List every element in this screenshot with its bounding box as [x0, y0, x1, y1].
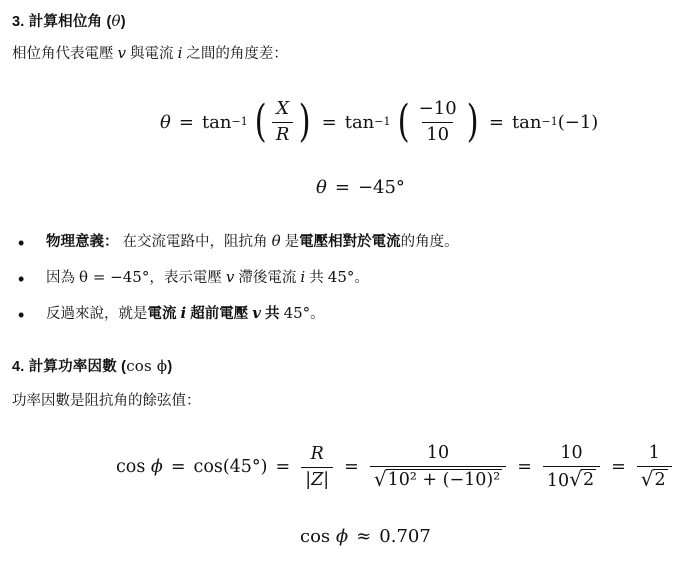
theta-symbol: θ [160, 111, 171, 133]
radicand: 2 [582, 469, 595, 490]
bullet-text-part: 滯後電流 [234, 270, 301, 286]
phase-angle-equation: θ = tan −1 ( $\frac{X}{R}$ ) = tan −1 ( $\frac{-10}{10}$ ) = tan −1 (−1) [160, 96, 599, 147]
sqrt-expression [373, 466, 502, 491]
intro-text: 相位角代表電壓 [12, 46, 118, 62]
bullet-bold: 共 [261, 306, 284, 322]
heading-text: 3. 計算相位角 ( [12, 14, 112, 30]
bullet-text-part: 是 [280, 234, 300, 250]
r-over-z-fraction [301, 444, 333, 489]
radicand: 10² + (−10)² [387, 469, 501, 490]
bullet-text-part: ，表示電壓 [149, 270, 226, 286]
tan-function: tan [511, 111, 542, 133]
theta-result-equation [316, 177, 405, 198]
equals-sign: = [275, 457, 291, 477]
bullet-text [46, 266, 369, 287]
equals-sign: = [178, 111, 194, 133]
numerator: R [310, 444, 324, 465]
sqrt-icon: √ [569, 466, 582, 491]
degree-value: 45° [283, 304, 311, 322]
i-symbol: i [177, 44, 183, 62]
cos-phi-symbol: cos ϕ [126, 357, 168, 375]
bullet-dot-icon: • [18, 269, 25, 289]
simplified-fraction [543, 443, 600, 490]
sqrt-icon: √ [640, 466, 654, 491]
bullet-text-part: 共 [305, 270, 328, 286]
bullet-text-part: 。 [310, 306, 325, 322]
coefficient: 10 [546, 470, 570, 491]
cos-45-expression: cos(45°) [193, 457, 268, 477]
equals-sign: = [344, 457, 359, 477]
i-symbol: i [300, 268, 306, 286]
denominator: R [272, 122, 294, 146]
numerator: 10 [426, 443, 450, 464]
phi-symbol: ϕ [335, 526, 349, 547]
right-paren: ) [299, 96, 312, 147]
cos-function: cos [116, 457, 146, 477]
bullet-bold: 電壓相對於電流 [299, 234, 401, 250]
bullet-text-part: 反過來說，就是 [46, 306, 148, 322]
intro-text: 與電流 [126, 46, 178, 62]
approx-sign: ≈ [356, 526, 372, 547]
theta-expression: θ = −45° [79, 268, 150, 286]
bullet-text-part: 。 [354, 270, 369, 286]
theta-symbol: θ [111, 12, 121, 30]
left-paren: ( [397, 96, 410, 147]
sqrt-icon: √ [373, 466, 387, 491]
v-symbol: v [117, 44, 127, 62]
equals-sign: = [334, 177, 350, 198]
bullet-text-part: 在交流電路中，阻抗角 [118, 234, 272, 250]
unit-fraction [637, 443, 672, 490]
power-factor-equation [116, 440, 675, 494]
bullet-dot-icon: • [18, 233, 25, 253]
equals-sign: = [517, 457, 532, 477]
denominator: |Z| [301, 467, 333, 490]
numerator: X [276, 97, 290, 119]
theta-symbol: θ [271, 232, 281, 250]
numerator: 1 [648, 443, 660, 464]
power-factor-value: 0.707 [379, 526, 431, 547]
heading-close: ) [167, 359, 173, 375]
v-symbol: v [225, 268, 235, 286]
section-3-intro [12, 42, 288, 63]
tan-function: tan [201, 111, 232, 133]
section-3-heading [12, 10, 126, 31]
sqrt-expression [640, 466, 668, 491]
tan-argument: (−1) [557, 111, 599, 133]
theta-symbol: θ [316, 177, 327, 198]
denominator [370, 466, 506, 491]
denominator: 10 [422, 122, 453, 146]
bullet-bold: 物理意義： [46, 234, 119, 250]
x-over-r-fraction [272, 99, 294, 145]
numerator: 10 [560, 443, 583, 464]
v-symbol: v [252, 304, 262, 322]
equals-sign: = [321, 111, 337, 133]
left-paren: ( [254, 96, 267, 147]
heading-text: 4. 計算功率因數 ( [12, 359, 127, 375]
denominator [637, 466, 672, 491]
bullet-text [46, 230, 459, 251]
bullet-dot-icon: • [18, 305, 25, 325]
bullet-text-part: 的角度。 [400, 234, 459, 250]
cos-function: cos [300, 526, 331, 547]
denominator [543, 466, 600, 491]
numeric-fraction [415, 99, 461, 145]
numerator: −10 [418, 97, 457, 119]
degree-value: 45° [327, 268, 355, 286]
i-symbol: i [180, 304, 187, 322]
theta-value: −45° [357, 177, 405, 198]
bullet-bold: 超前電壓 [186, 306, 253, 322]
right-paren: ) [466, 96, 479, 147]
equals-sign: = [611, 457, 626, 477]
intro-text: 之間的角度差： [182, 46, 288, 62]
tan-function: tan [344, 111, 375, 133]
bullet-bold: 電流 [147, 306, 181, 322]
bullet-text-part: 因為 [46, 270, 80, 286]
sqrt-expression [569, 466, 596, 491]
equals-sign: = [170, 457, 186, 477]
phi-symbol: ϕ [150, 457, 163, 477]
power-factor-result [300, 526, 431, 547]
radicand: 2 [654, 469, 666, 490]
section-4-intro: 功率因數是阻抗角的餘弦值： [12, 393, 201, 409]
magnitude-fraction [370, 443, 506, 490]
bullet-text [46, 302, 325, 323]
section-4-heading [12, 355, 172, 376]
equals-sign: = [488, 111, 504, 133]
heading-close: ) [120, 14, 126, 30]
